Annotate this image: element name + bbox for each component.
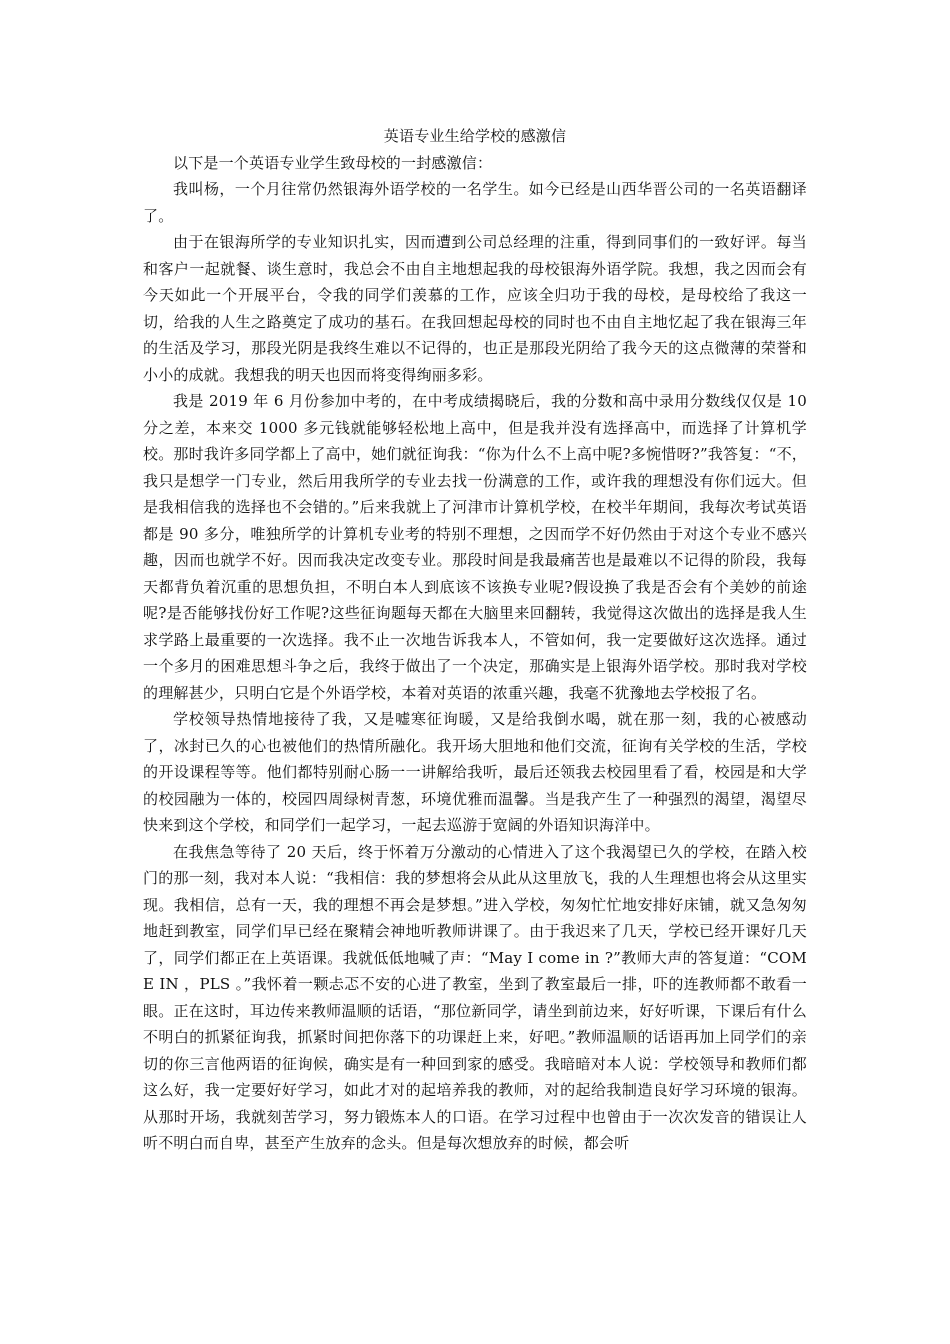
paragraph-first-visit: 学校领导热情地接待了我，又是嘘寒征询暖，又是给我倒水喝，就在那一刻，我的心被感动了，冰封已久的心也被他们的热情所融化。我开场大胆地和他们交流，征询有关学校的生活，学校的开设课程等等。他们都特别耐心肠一一讲解给我听，最后还领我去校园里看了看，校园是和大学的校园融为一体的，校园四周绿树青葱，环境优雅而温馨。当是我产生了一种强烈的渴望，渴望尽快来到这个学校，和同学们一起学习，一起去巡游于宽阔的外语知识海洋中。 bbox=[143, 710, 807, 834]
paragraph-school-choice: 我是 2019 年 6 月份参加中考的，在中考成绩揭晓后，我的分数和高中录用分数线仅仅是 10 分之差，本来交 1000 多元钱就能够轻松地上高中，但是我并没有选择高中，而选择了计算机学校。那时我许多同学都上了高中，她们就征询我：“你为什么不上高中呢?多惋惜呀?”我答复：“不，我只是想学一门专业，然后用我所学的专业去找一份满意的工作，或许我的理想没有你们远大。但是我相信我的选择也不会错的。”后来我就上了河津市计算机学校，在校半年期间，我每次考试英语都是 90 多分，唯独所学的计算机专业考的特别不理想，之因而学不好仍然由于对这个专业不感兴趣，因而也就学不好。因而我决定改变专业。那段时间是我最痛苦也是最难以不记得的阶段，我每天都背负着沉重的思想负担，不明白本人到底该不该换专业呢?假设换了我是否会有个美妙的前途呢?是否能够找份好工作呢?这些征询题每天都在大脑里来回翻转，我觉得这次做出的选择是我人生求学路上最重要的一次选择。我不止一次地告诉我本人，不管如何，我一定要做好这次选择。通过一个多月的困难思想斗争之后，我终于做出了一个决定，那确实是上银海外语学校。那时我对学校的理解甚少，只明白它是个外语学校，本着对英语的浓重兴趣，我毫不犹豫地去学校报了名。 bbox=[143, 392, 807, 702]
document-title: 英语专业生给学校的感激信 bbox=[383, 127, 567, 145]
paragraph-intro: 以下是一个英语专业学生致母校的一封感激信： bbox=[173, 153, 493, 172]
document-body bbox=[143, 123, 807, 1157]
paragraph-career-gratitude: 由于在银海所学的专业知识扎实，因而遭到公司总经理的注重，得到同事们的一致好评。每当和客户一起就餐、谈生意时，我总会不由自主地想起我的母校银海外语学院。我想，我之因而会有今天如此一个开展平台，令我的同学们羡慕的工作，应该全归功于我的母校，是母校给了我这一切，给我的人生之路奠定了成功的基石。在我回想起母校的同时也不由自主地忆起了我在银海三年的生活及学习，那段光阴是我终生难以不记得的，也正是那段光阴给了我今天的这点微薄的荣誉和小小的成就。我想我的明天也因而将变得绚丽多彩。 bbox=[143, 233, 807, 384]
paragraph-first-day: 在我焦急等待了 20 天后，终于怀着万分激动的心情进入了这个我渴望已久的学校，在踏入校门的那一刻，我对本人说：“我相信：我的梦想将会从此从这里放飞，我的人生理想也将会从这里实现。我相信，总有一天，我的理想不再会是梦想。”进入学校，匆匆忙忙地安排好床铺，就又急匆匆地赶到教室，同学们早已经在聚精会神地听教师讲课了。由于我迟来了几天，学校已经开课好几天了，同学们都正在上英语课。我就低低地喊了声：“May I come in ?”教师大声的答复道：“COME IN ，PLS 。”我怀着一颗忐忑不安的心进了教室，坐到了教室最后一排，吓的连教师都不敢看一眼。正在这时，耳边传来教师温顺的话语，“那位新同学，请坐到前边来，好好听课，下课后有什么不明白的抓紧征询我，抓紧时间把你落下的功课赶上来，好吧。”教师温顺的话语再加上同学们的亲切的你三言他两语的征询候，确实是有一种回到家的感受。我暗暗对本人说：学校领导和教师们都这么好，我一定要好好学习，如此才对的起培养我的教师，对的起给我制造良好学习环境的银海。从那时开场，我就刻苦学习，努力锻炼本人的口语。在学习过程中也曾由于一次次发音的错误让人听不明白而自卑，甚至产生放弃的念头。但是每次想放弃的时候，都会听 bbox=[143, 842, 807, 1152]
paragraph-self-introduction: 我叫杨，一个月往常仍然银海外语学校的一名学生。如今已经是山西华晋公司的一名英语翻译了。 bbox=[143, 180, 807, 225]
